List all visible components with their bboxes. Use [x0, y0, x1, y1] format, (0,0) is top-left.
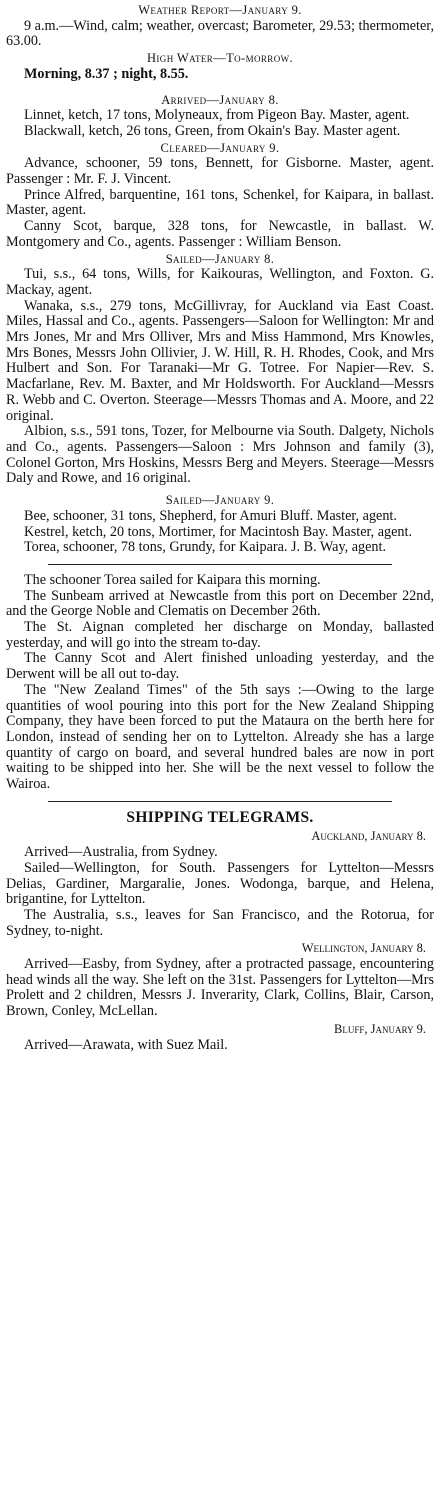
sailed-item: Tui, s.s., 64 tons, Wills, for Kaikouras, Wellington, and Foxton. G. Mackay, agent.: [6, 266, 434, 298]
shipping-telegrams-heading: SHIPPING TELEGRAMS.: [126, 808, 314, 826]
bluff-dateline: Bluff, January 9.: [334, 1021, 426, 1036]
telegram-item: Arrived—Arawata, with Suez Mail.: [24, 1036, 228, 1053]
news-paragraph: The schooner Torea sailed for Kaipara this morning.: [24, 571, 321, 588]
high-water-text: Morning, 8.37 ; night, 8.55.: [24, 65, 189, 82]
sailed-item: Albion, s.s., 591 tons, Tozer, for Melbourne via South. Dalgety, Nichols and Co., agents. Passengers—Saloon : Mrs Johnson and family (3), Colonel Gorton, Mrs Hoskins, Messrs Berg and Meyers. Steerage—Messrs Daly and Rowe, and 16 original.: [6, 423, 434, 487]
cleared-item: Advance, schooner, 59 tons, Bennett, for Gisborne. Master, agent. Passenger : Mr. F. J. Vincent.: [6, 155, 434, 188]
wellington-dateline: Wellington, January 8.: [301, 941, 426, 956]
arrived-heading: Arrived—January 8.: [161, 92, 279, 107]
section-divider: [48, 801, 392, 802]
weather-report-text: 9 a.m.—Wind, calm; weather, overcast; Barometer, 29.53; thermometer, 63.00.: [6, 17, 434, 50]
telegram-item: Arrived—Australia, from Sydney.: [24, 844, 218, 861]
auckland-dateline: Auckland, January 8.: [311, 829, 426, 844]
weather-report-heading: Weather Report—January 9.: [138, 3, 302, 17]
high-water-heading: High Water—To-morrow.: [146, 51, 294, 66]
sailed-item: Bee, schooner, 31 tons, Shepherd, for Amuri Bluff. Master, agent.: [24, 507, 397, 524]
news-paragraph: The Canny Scot and Alert finished unloading yesterday, and the Derwent will be all out to-day.: [6, 650, 434, 683]
arrived-item: Linnet, ketch, 17 tons, Molyneaux, from Pigeon Bay. Master, agent.: [24, 107, 410, 124]
sailed-item: Torea, schooner, 78 tons, Grundy, for Kaipara. J. B. Way, agent.: [24, 539, 386, 556]
telegram-item: The Australia, s.s., leaves for San Francisco, and the Rotorua, for Sydney, to-night.: [6, 906, 434, 939]
news-paragraph: The St. Aignan completed her discharge on Monday, ballasted yesterday, and will go into the stream to-day.: [6, 619, 434, 651]
cleared-heading: Cleared—January 9.: [160, 140, 280, 155]
sailed-jan9-heading: Sailed—January 9.: [165, 493, 275, 508]
telegram-item: Arrived—Easby, from Sydney, after a protracted passage, encountering head winds all the way. She left on the 31st. Passengers for Lyttelton—Mrs Prolett and 2 children, Messrs J. Inverarity, Clark, Collins, Blair, Carson, Brown, Conley, McLellan.: [6, 956, 434, 1020]
telegram-item: Sailed—Wellington, for South. Passengers for Lyttelton—Messrs Delias, Gardiner, Margaralie, Jones. Wodonga, barque, and Helena, brigantine, for Lyttelton.: [6, 859, 434, 908]
news-paragraph: The Sunbeam arrived at Newcastle from this port on December 22nd, and the George Noble and Clematis on December 26th.: [6, 587, 434, 620]
newspaper-column: [6, 0, 434, 1053]
sailed-item: Wanaka, s.s., 279 tons, McGillivray, for Auckland via East Coast. Miles, Hassal and Co., agents. Passengers—Saloon for Wellington: Mr and Mrs Jones, Mr and Mrs Olliver, Mrs and Miss Hammond, Mrs Knowles, Mrs Bones, Messrs John Ollivier, J. W. Hill, R. H. Rhodes, Cook, and Mrs Hulbert and Son. For Taranaki—Mr G. Totree. For Napier—Rev. S. Macfarlane, Rev. M. Baxter, and Mr Holdsworth. For Auckland—Messrs R. Webb and C. Overton. Steerage—Messrs Thomas and A. Moore, and 22 original.: [6, 297, 434, 424]
arrived-item: Blackwall, ketch, 26 tons, Green, from Okain's Bay. Master agent.: [24, 122, 401, 139]
section-divider: [48, 564, 392, 565]
news-paragraph: The "New Zealand Times" of the 5th says :—Owing to the large quantities of wool pouring into this port for the New Zealand Shipping Company, they have been forced to put the Mataura on the berth here for London, instead of sending her on to Lyttelton. Already she has a large quantity of cargo on board, and several hundred bales are now in port waiting to be shipped into her. She will be the next vessel to follow the Wairoa.: [6, 681, 434, 793]
cleared-item: Prince Alfred, barquentine, 161 tons, Schenkel, for Kaipara, in ballast. Master, agent.: [6, 186, 434, 219]
cleared-item: Canny Scot, barque, 328 tons, for Newcastle, in ballast. W. Montgomery and Co., agents. Passenger : William Benson.: [6, 218, 434, 250]
sailed-item: Kestrel, ketch, 20 tons, Mortimer, for Macintosh Bay. Master, agent.: [24, 523, 413, 540]
sailed-jan8-heading: Sailed—January 8.: [165, 251, 275, 266]
